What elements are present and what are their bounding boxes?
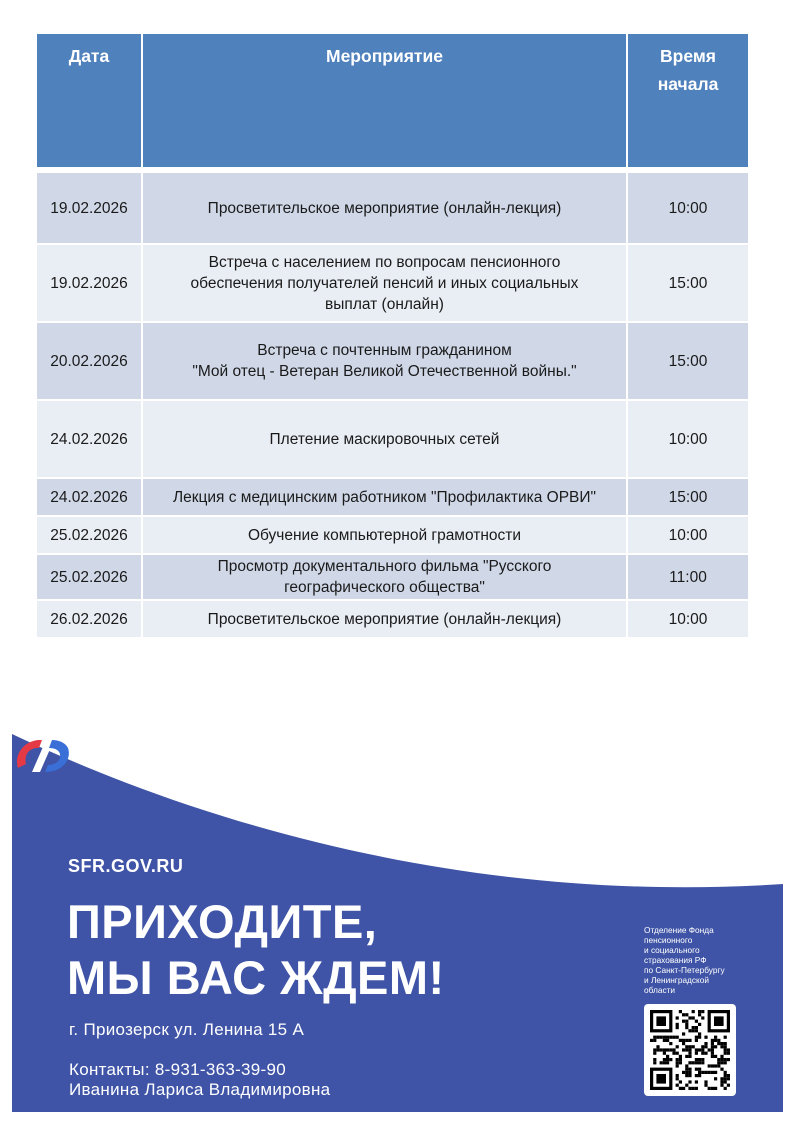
qr-code-icon bbox=[650, 1010, 730, 1090]
row-event bbox=[142, 322, 627, 400]
header-event: Мероприятие bbox=[142, 34, 627, 170]
row-time: 10:00 bbox=[627, 516, 748, 554]
row-date: 24.02.2026 bbox=[37, 478, 142, 516]
row-event-line: Просветительское мероприятие (онлайн-лекция) bbox=[207, 610, 562, 628]
org-name bbox=[644, 925, 764, 995]
table-row bbox=[37, 600, 748, 638]
row-event-line: "Мой отец - Ветеран Великой Отечественной войны." bbox=[192, 363, 577, 380]
row-event bbox=[142, 170, 627, 244]
table-row bbox=[37, 244, 748, 322]
row-event-line: Просветительское мероприятие (онлайн-лекция) bbox=[207, 199, 562, 217]
row-event-line: Лекция с медицинским работником "Профилактика ОРВИ" bbox=[172, 488, 597, 506]
row-date: 25.02.2026 bbox=[37, 554, 142, 600]
row-event-line: обеспечения получателей пенсий и иных социальных bbox=[190, 274, 579, 292]
row-time: 11:00 bbox=[627, 554, 748, 600]
row-time: 15:00 bbox=[627, 478, 748, 516]
table-row bbox=[37, 478, 748, 516]
table-row bbox=[37, 322, 748, 400]
row-event bbox=[142, 400, 627, 478]
sfr-logo-icon bbox=[12, 734, 74, 778]
footer-banner bbox=[12, 734, 783, 1112]
headline bbox=[67, 894, 445, 1006]
row-event-line: выплат (онлайн) bbox=[325, 295, 444, 313]
site-url: SFR.GOV.RU bbox=[68, 856, 184, 876]
row-event-line: Обучение компьютерной грамотности bbox=[247, 526, 522, 544]
row-date: 25.02.2026 bbox=[37, 516, 142, 554]
row-event-line: географического общества" bbox=[284, 579, 485, 596]
qr-code[interactable] bbox=[644, 1004, 736, 1096]
row-time: 10:00 bbox=[627, 600, 748, 638]
row-date: 20.02.2026 bbox=[37, 322, 142, 400]
row-event bbox=[142, 244, 627, 322]
contacts-phone: Контакты: 8-931-363-39-90 bbox=[69, 1060, 287, 1079]
row-event bbox=[142, 554, 627, 600]
org-name-line: Отделение Фонда bbox=[644, 925, 714, 935]
table-header-row bbox=[37, 34, 748, 170]
header-date: Дата bbox=[37, 34, 142, 170]
row-date: 24.02.2026 bbox=[37, 400, 142, 478]
contacts-person: Иванина Лариса Владимировна bbox=[69, 1080, 331, 1099]
row-time: 10:00 bbox=[627, 400, 748, 478]
row-event-line: Плетение маскировочных сетей bbox=[269, 430, 500, 448]
row-time: 15:00 bbox=[627, 322, 748, 400]
org-name-line: страхования РФ bbox=[644, 955, 707, 965]
org-name-line: пенсионного bbox=[644, 935, 693, 945]
address: г. Приозерск ул. Ленина 15 А bbox=[69, 1020, 305, 1039]
table-row bbox=[37, 400, 748, 478]
org-name-line: и социального bbox=[644, 945, 700, 955]
row-event bbox=[142, 516, 627, 554]
row-event bbox=[142, 600, 627, 638]
row-date: 19.02.2026 bbox=[37, 244, 142, 322]
header-time bbox=[627, 34, 748, 170]
row-event-line: Просмотр документального фильма "Русского bbox=[217, 558, 552, 575]
row-event-line: Встреча с почтенным гражданином bbox=[257, 342, 512, 359]
org-name-line: и Ленинградской bbox=[644, 975, 710, 985]
row-date: 26.02.2026 bbox=[37, 600, 142, 638]
table-row bbox=[37, 170, 748, 244]
header-time-line2: начала bbox=[657, 74, 719, 94]
header-time-line1: Время bbox=[660, 46, 716, 66]
headline-line2: МЫ ВАС ЖДЕМ! bbox=[67, 951, 445, 1004]
row-time: 15:00 bbox=[627, 244, 748, 322]
row-time: 10:00 bbox=[627, 170, 748, 244]
table-row bbox=[37, 516, 748, 554]
headline-line1: ПРИХОДИТЕ, bbox=[67, 895, 378, 948]
row-event bbox=[142, 478, 627, 516]
schedule-table bbox=[37, 34, 748, 639]
org-name-line: области bbox=[644, 985, 676, 995]
table-row bbox=[37, 554, 748, 600]
row-event-line: Встреча с населением по вопросам пенсионного bbox=[208, 253, 561, 271]
org-name-line: по Санкт-Петербургу bbox=[644, 965, 725, 975]
contacts bbox=[69, 1060, 330, 1100]
row-date: 19.02.2026 bbox=[37, 170, 142, 244]
